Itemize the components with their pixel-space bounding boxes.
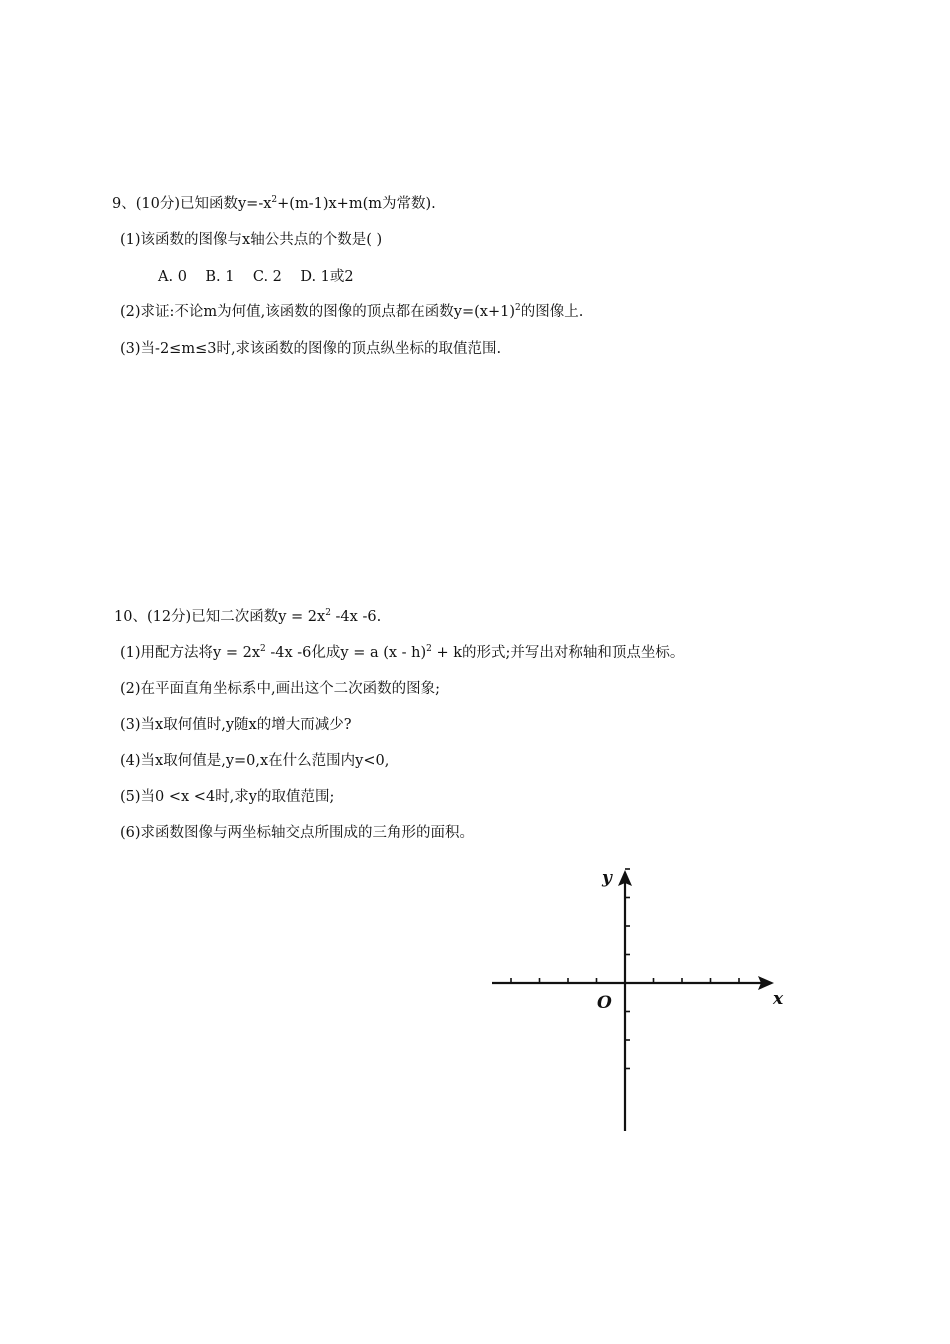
q10-stem: 10、(12分)已知二次函数$y = 2x^2$ -4x -6. [114, 608, 382, 625]
q10-part2: (2)在平面直角坐标系中,画出这个二次函数的图象; [120, 681, 441, 697]
coordinate-axes [486, 864, 796, 1136]
q9-part1: (1)该函数的图像与x轴公共点的个数是( ) [120, 232, 383, 248]
q10-part1: (1)用配方法将$y = 2x^2$ -4x -6化成y = a (x - h)$^2$ + k的形式;并写出对称轴和顶点坐标。 [120, 644, 685, 661]
q10-part5: (5)当0 <x <4时,求y的取值范围; [120, 789, 335, 805]
x-axis-label: x [773, 989, 784, 1009]
q9-part3: (3)当-2≤m≤3时,求该函数的图像的顶点纵坐标的取值范围. [120, 341, 502, 357]
y-axis-label: y [602, 868, 612, 888]
origin-label: O [597, 993, 612, 1013]
q9-stem: 9、(10分)已知函数$y=-x^2+(m-1)x+m(m$为常数). [112, 195, 436, 212]
q9-options: A. 0 B. 1 C. 2 D. 1或2 [158, 269, 354, 285]
q9-part2: (2)求证:不论m为何值,该函数的图像的顶点都在函数$y=(x+1)^2$的图像上. [120, 303, 584, 320]
q10-part3: (3)当x取何值时,y随x的增大而减少? [120, 717, 352, 733]
q10-part6: (6)求函数图像与两坐标轴交点所围成的三角形的面积。 [120, 825, 475, 841]
q10-part4: (4)当x取何值是,y=0,x在什么范围内y<0, [120, 753, 390, 769]
